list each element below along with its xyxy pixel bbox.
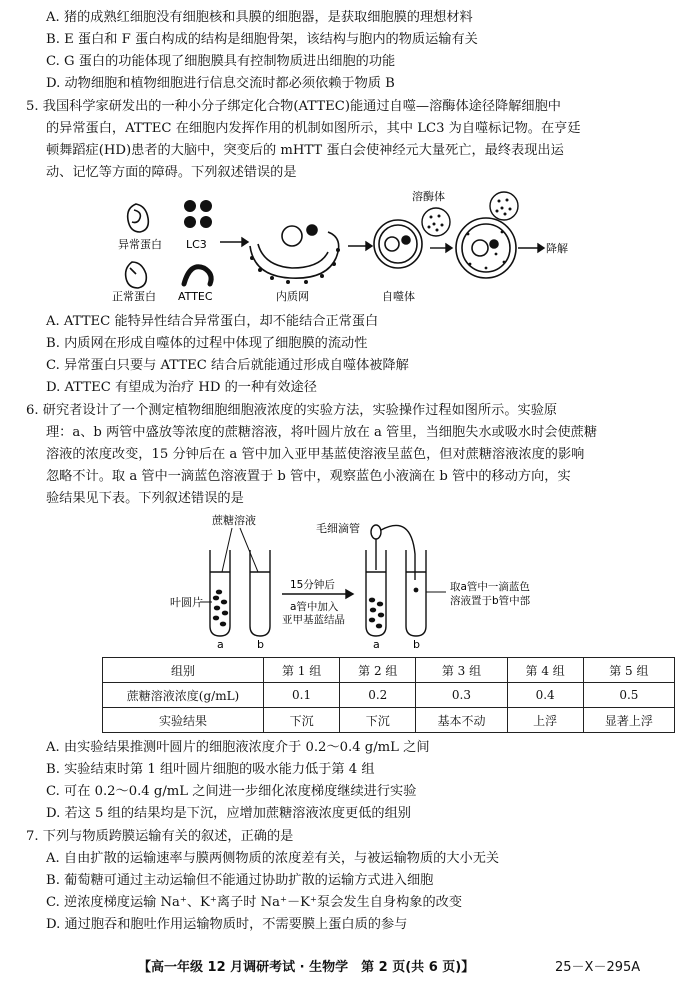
table-header-cell: 第 1 组 bbox=[264, 658, 340, 683]
er-label: 内质网 bbox=[276, 290, 309, 303]
table-row-results bbox=[103, 708, 675, 733]
er-shape bbox=[250, 225, 339, 278]
add-label-line2: 亚甲基蓝结晶 bbox=[282, 614, 345, 626]
add-label-line1: a管中加入 bbox=[290, 601, 339, 613]
table-cell: 显著上浮 bbox=[583, 708, 674, 733]
lysosome-2 bbox=[490, 192, 518, 220]
leaf-disc-label: 叶圆片 bbox=[170, 596, 203, 609]
table-row-label: 蔗糖溶液浓度(g/mL) bbox=[103, 683, 264, 708]
q6-option-b: B. 实验结束时第 1 组叶圆片细胞的吸水能力低于第 4 组 bbox=[46, 762, 375, 777]
table-row-label: 实验结果 bbox=[103, 708, 264, 733]
footer-title: 【高一年级 12 月调研考试 · 生物学 第 2 页(共 6 页)】 bbox=[138, 960, 475, 975]
table-cell: 0.1 bbox=[264, 683, 340, 708]
table-cell: 下沉 bbox=[340, 708, 416, 733]
table-cell: 0.4 bbox=[507, 683, 583, 708]
q4-option-c: C. G 蛋白的功能体现了细胞膜具有控制物质进出细胞的功能 bbox=[46, 54, 396, 69]
take-label-line2: 溶液置于b管中部 bbox=[450, 595, 531, 607]
q5-stem-line4: 动、记忆等方面的障碍。下列叙述错误的是 bbox=[46, 165, 297, 180]
q5-option-a: A. ATTEC 能特异性结合异常蛋白，却不能结合正常蛋白 bbox=[46, 314, 379, 329]
degrade-label: 降解 bbox=[546, 242, 568, 255]
take-label-line1: 取a管中一滴蓝色 bbox=[450, 581, 530, 593]
leaf-discs-a bbox=[213, 590, 228, 627]
attec-shape bbox=[184, 267, 211, 284]
table-header-cell: 第 5 组 bbox=[583, 658, 674, 683]
footer-code: 25－X－295A bbox=[555, 960, 641, 975]
lysosome-label: 溶酶体 bbox=[412, 190, 445, 203]
q5-option-b: B. 内质网在形成自噬体的过程中体现了细胞膜的流动性 bbox=[46, 336, 368, 351]
table-cell: 基本不动 bbox=[416, 708, 507, 733]
abnormal-protein-label: 异常蛋白 bbox=[118, 238, 162, 251]
pointer-lines bbox=[222, 528, 258, 572]
q6-option-a: A. 由实验结果推测叶圆片的细胞液浓度介于 0.2～0.4 g/mL 之间 bbox=[46, 740, 430, 755]
q4-option-b: B. E 蛋白和 F 蛋白构成的结构是细胞骨架，该结构与胞内的物质运输有关 bbox=[46, 32, 478, 47]
q6-stem-line5: 验结果见下表。下列叙述错误的是 bbox=[46, 491, 244, 506]
tube-a-label: a bbox=[217, 638, 224, 650]
capillary-label: 毛细滴管 bbox=[316, 522, 360, 535]
autophagosome-shape bbox=[374, 220, 422, 268]
table-cell: 0.2 bbox=[340, 683, 416, 708]
table-row-concentration bbox=[103, 683, 675, 708]
q6-results-table bbox=[102, 657, 675, 733]
q5-stem-line2: 的异常蛋白，ATTEC 在细胞内发挥作用的机制如图所示，其中 LC3 为自噬标记物。在亨廷 bbox=[46, 121, 581, 136]
q5-option-c: C. 异常蛋白只要与 ATTEC 结合后就能通过形成自噬体被降解 bbox=[46, 358, 409, 373]
after-15-min-label: 15分钟后 bbox=[290, 579, 335, 591]
table-cell: 下沉 bbox=[264, 708, 340, 733]
table-header-cell: 组别 bbox=[103, 658, 264, 683]
lc3-dots bbox=[184, 200, 212, 228]
abnormal-protein-shape bbox=[128, 204, 149, 232]
q7-stem: 7. 下列与物质跨膜运输有关的叙述，正确的是 bbox=[26, 829, 294, 844]
tube-b bbox=[250, 550, 270, 636]
table-header-row bbox=[103, 658, 675, 683]
leaf-discs-a-after bbox=[369, 598, 384, 629]
q7-option-a: A. 自由扩散的运输速率与膜两侧物质的浓度差有关，与被运输物质的大小无关 bbox=[46, 851, 500, 866]
attec-label: ATTEC bbox=[178, 290, 213, 303]
blue-drop bbox=[414, 588, 419, 593]
arrow-2 bbox=[348, 242, 372, 250]
arrow-3 bbox=[430, 244, 452, 252]
q5-option-d: D. ATTEC 有望成为治疗 HD 的一种有效途径 bbox=[46, 380, 317, 395]
table-header-cell: 第 2 组 bbox=[340, 658, 416, 683]
tube-b-label: b bbox=[257, 638, 264, 650]
tube-a2-label: a bbox=[373, 638, 380, 650]
q7-option-c: C. 逆浓度梯度运输 Na⁺、K⁺离子时 Na⁺－K⁺泵会发生自身构象的改变 bbox=[46, 895, 463, 910]
process-arrow bbox=[282, 590, 353, 598]
lysosome-1 bbox=[422, 208, 450, 236]
tube-b-after bbox=[406, 550, 426, 636]
q5-stem-line3: 顿舞蹈症(HD)患者的大脑中，突变后的 mHTT 蛋白会使神经元大量死亡，最终表现出运 bbox=[46, 143, 564, 158]
q6-stem-line1: 6. 研究者设计了一个测定植物细胞细胞液浓度的实验方法，实验操作过程如图所示。实验原 bbox=[26, 403, 558, 418]
table-cell: 0.3 bbox=[416, 683, 507, 708]
q7-option-b: B. 葡萄糖可通过主动运输但不能通过协助扩散的运输方式进入细胞 bbox=[46, 873, 434, 888]
normal-protein-label: 正常蛋白 bbox=[112, 290, 156, 303]
q5-attec-figure bbox=[100, 186, 600, 306]
q6-option-d: D. 若这 5 组的结果均是下沉，应增加蔗糖溶液浓度更低的组别 bbox=[46, 806, 411, 821]
lc3-label: LC3 bbox=[186, 238, 207, 251]
q5-stem-line1: 5. 我国科学家研发出的一种小分子绑定化合物(ATTEC)能通过自噬—溶酶体途径降解细胞中 bbox=[26, 99, 561, 114]
arrow-degrade bbox=[518, 244, 544, 252]
autophagosome-label: 自噬体 bbox=[382, 290, 415, 303]
q6-stem-line2: 理：a、b 两管中盛放等浓度的蔗糖溶液，将叶圆片放在 a 管里，当细胞失水或吸水时会使蔗糖 bbox=[46, 425, 598, 440]
q4-option-a: A. 猪的成熟红细胞没有细胞核和具膜的细胞器，是获取细胞膜的理想材料 bbox=[46, 10, 473, 25]
q6-experiment-figure bbox=[170, 510, 590, 650]
q4-option-d: D. 动物细胞和植物细胞进行信息交流时都必须依赖于物质 B bbox=[46, 76, 395, 91]
normal-protein-shape bbox=[126, 262, 147, 288]
table-header-cell: 第 4 组 bbox=[507, 658, 583, 683]
q6-stem-line4: 忽略不计。取 a 管中一滴蓝色溶液置于 b 管中，观察蓝色小液滴在 b 管中的移动方向，实 bbox=[46, 469, 571, 484]
q7-option-d: D. 通过胞吞和胞吐作用运输物质时，不需要膜上蛋白质的参与 bbox=[46, 917, 408, 932]
table-cell: 上浮 bbox=[507, 708, 583, 733]
sucrose-label: 蔗糖溶液 bbox=[212, 514, 256, 527]
q6-stem-line3: 溶液的浓度改变，15 分钟后在 a 管中加入亚甲基蓝使溶液呈蓝色，但对蔗糖溶液浓度的影响 bbox=[46, 447, 585, 462]
tube-b2-label: b bbox=[413, 638, 420, 650]
table-header-cell: 第 3 组 bbox=[416, 658, 507, 683]
table-cell: 0.5 bbox=[583, 683, 674, 708]
q6-option-c: C. 可在 0.2～0.4 g/mL 之间进一步细化浓度梯度继续进行实验 bbox=[46, 784, 417, 799]
arrow-1 bbox=[220, 238, 248, 246]
